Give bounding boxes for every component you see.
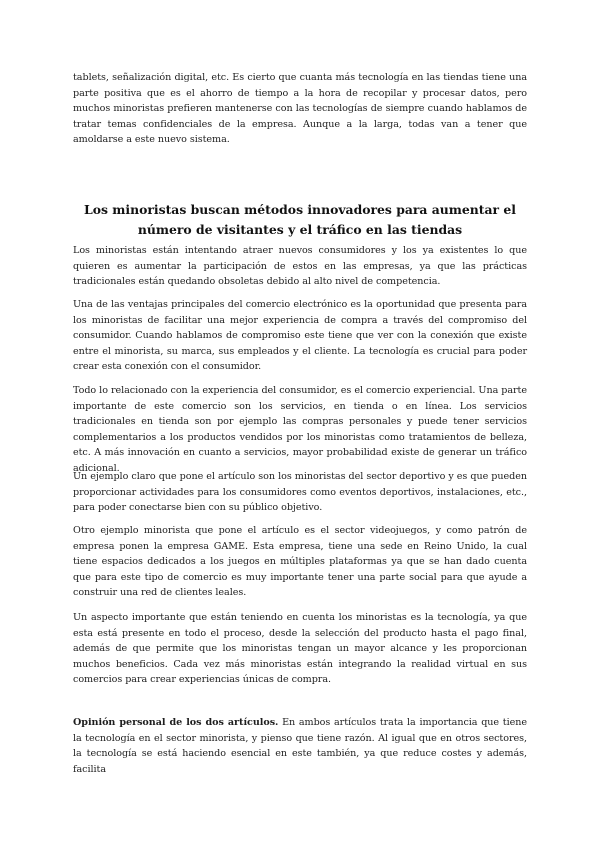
paragraph-3: Todo lo relacionado con la experiencia del consumidor, es el comercio experiencial. Una parte importante de este comercio son los servicios, en tienda o en línea. Los servicios tradicionales en tienda son por ejemplo las compras personales y puede tener servicios complementarios a los productos vendidos por los minoristas como tratamientos de belleza, etc. A más innovación en cuanto a servicios, mayor probabilidad existe de generar un tráfico adicional. <box>73 385 527 474</box>
paragraph-6: Un aspecto importante que están teniendo en cuenta los minoristas es la tecnología, ya que esta está presente en todo el proceso, desde la selección del producto hasta el pago final, además de que permite que los minoristas tengan un mayor alcance y les proporcionan muchos beneficios. Cada vez más minoristas están integrando la realidad virtual en sus comercios para crear experiencias únicas de compra. <box>73 612 527 685</box>
paragraph-1: Los minoristas están intentando atraer nuevos consumidores y los ya existentes lo que quieren es aumentar la participación de estos en las empresas, ya que las prácticas tradicionales están quedando obsoletas debido al alto nivel de competencia. <box>73 245 527 287</box>
section-heading: Los minoristas buscan métodos innovadores para aumentar el número de visitantes y el tráfico en las tiendas <box>84 202 516 237</box>
opinion-lead: Opinión personal de los dos artículos. <box>73 717 279 728</box>
paragraph-5: Otro ejemplo minorista que pone el artículo es el sector videojuegos, y como patrón de empresa ponen la empresa GAME. Esta empresa, tiene una sede en Reino Unido, la cual tiene espacios dedicados a los juegos en múltiples plataformas ya que se han dado cuenta que para este tipo de comercio es muy importante tener una parte social para que ayude a construir una red de clientes leales. <box>73 525 527 598</box>
intro-paragraph: tablets, señalización digital, etc. Es cierto que cuanta más tecnología en las tiendas tiene una parte positiva que es el ahorro de tiempo a la hora de recopilar y procesar datos, pero muchos minoristas prefieren mantenerse con las tecnologías de siempre cuando hablamos de tratar temas confidenciales de la empresa. Aunque a la larga, todas van a tener que amoldarse a este nuevo sistema. <box>73 72 527 145</box>
paragraph-4: Un ejemplo claro que pone el artículo son los minoristas del sector deportivo y es que pueden proporcionar actividades para los consumidores como eventos deportivos, instalaciones, etc., para poder conectarse bien con su público objetivo. <box>73 471 527 513</box>
opinion-text: En ambos artículos trata la importancia que tiene la tecnología en el sector minorista, y pienso que tiene razón. Al igual que en otros sectores, la tecnología se está haciendo esencial en este también, ya que reduce costes y además, facilita <box>73 717 527 775</box>
opinion-paragraph <box>73 715 527 777</box>
paragraph-2: Una de las ventajas principales del comercio electrónico es la oportunidad que presenta para los minoristas de facilitar una mejor experiencia de compra a través del compromiso del consumidor. Cuando hablamos de compromiso este tiene que ver con la conexión que existe entre el minorista, su marca, sus empleados y el cliente. La tecnología es crucial para poder crear esta conexión con el consumidor. <box>73 299 527 372</box>
